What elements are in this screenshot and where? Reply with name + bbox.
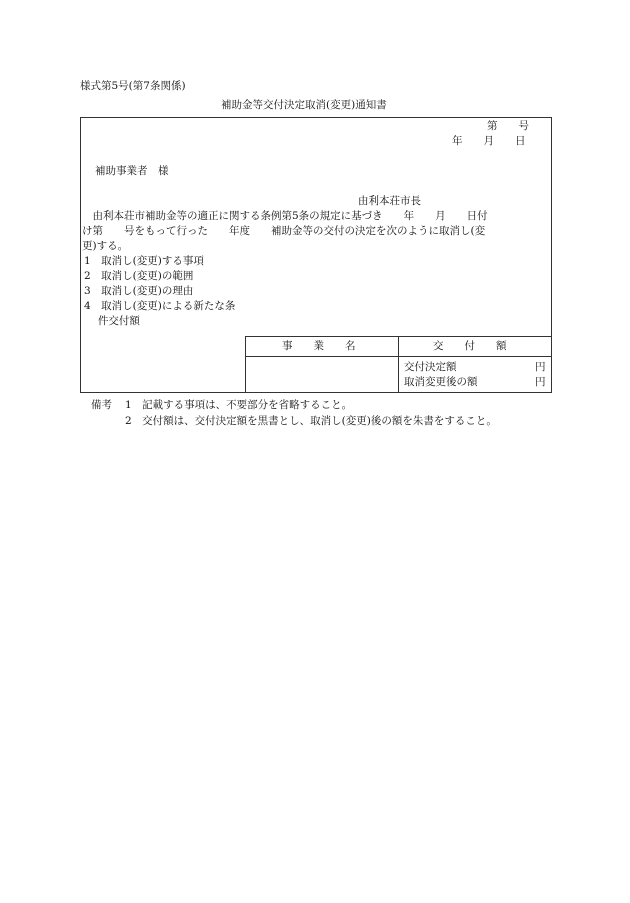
sender: 由利本荘市長: [358, 195, 421, 207]
changed-amount-label: 取消変更後の額: [404, 376, 478, 388]
item-3: 3 取消し(変更)の理由: [84, 285, 194, 297]
item-4: 4 取消し(変更)による新たな条: [84, 300, 236, 312]
document-title: 補助金等交付決定取消(変更)通知書: [221, 99, 387, 111]
body-line-3: 更)する。: [82, 240, 129, 252]
form-number: 様式第5号(第7条関係): [80, 80, 186, 92]
document-number: 第 号: [487, 120, 529, 132]
body-line-1: 由利本荘市補助金等の適正に関する条例第5条の規定に基づき 年 月 日付: [82, 210, 488, 222]
body-line-2: け第 号をもって行った 年度 補助金等の交付の決定を次のように取消し(変: [82, 225, 486, 237]
note-2: 2 交付額は、交付決定額を黒書とし、取消し(変更)後の額を朱書をすること。: [125, 415, 497, 427]
notes-label: 備考: [91, 399, 112, 411]
item-1: 1 取消し(変更)する事項: [84, 255, 204, 267]
note-1: 1 記載する事項は、不要部分を省略すること。: [125, 399, 353, 411]
table-column-divider: [398, 336, 399, 393]
header-amount: 交 付 額: [433, 340, 507, 352]
decided-amount-unit: 円: [535, 361, 546, 373]
decided-amount-label: 交付決定額: [404, 361, 457, 373]
item-2: 2 取消し(変更)の範囲: [84, 270, 194, 282]
changed-amount-unit: 円: [535, 376, 546, 388]
header-project-name: 事 業 名: [282, 340, 356, 352]
item-4-continued: 件交付額: [84, 315, 140, 327]
document-date: 年 月 日: [452, 135, 526, 147]
recipient: 補助事業者 様: [95, 165, 169, 177]
